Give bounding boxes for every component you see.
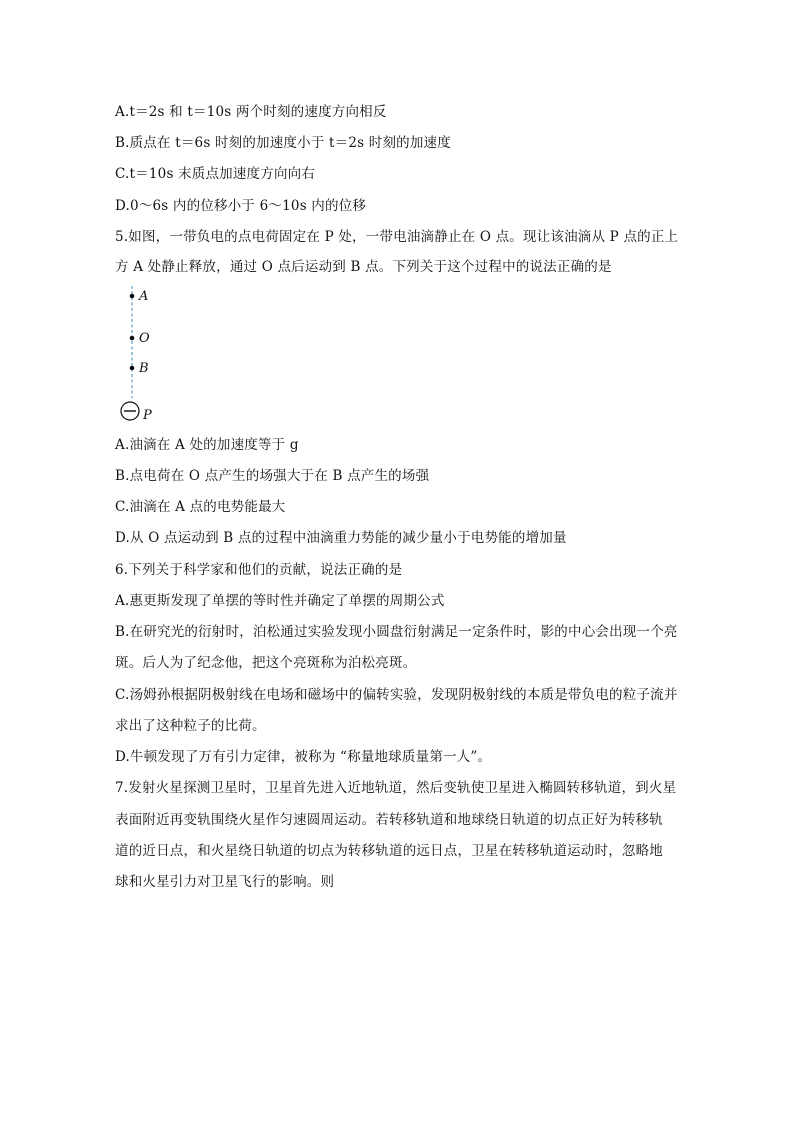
q5-option-b: B.点电荷在 O 点产生的场强大于在 B 点产生的场强 <box>115 468 430 484</box>
q5-stem-line-1: 5.如图，一带负电的点电荷固定在 P 处，一带电油滴静止在 O 点。现让该油滴从 P 点的正上 <box>115 229 679 245</box>
q5-stem-line-2: 方 A 处静止释放，通过 O 点后运动到 B 点。下列关于这个过程中的说法正确的是 <box>115 259 612 275</box>
q6-option-d: D.牛顿发现了万有引力定律，被称为 “称量地球质量第一人”。 <box>115 749 492 765</box>
q6-option-b-line-1: B.在研究光的衍射时，泊松通过实验发现小圆盘衍射满足一定条件时，影的中心会出现一个亮 <box>115 624 678 640</box>
q4-option-b: B.质点在 t＝6s 时刻的加速度小于 t＝2s 时刻的加速度 <box>115 135 451 151</box>
q6-stem: 6.下列关于科学家和他们的贡献，说法正确的是 <box>115 562 403 578</box>
label-b: B <box>139 361 149 376</box>
q7-stem-line-4: 球和火星引力对卫星飞行的影响。则 <box>115 874 335 890</box>
q6-option-a: A.惠更斯发现了单摆的等时性并确定了单摆的周期公式 <box>115 593 445 609</box>
point-a-dot <box>130 294 135 299</box>
q6-option-c-line-1: C.汤姆孙根据阴极射线在电场和磁场中的偏转实验，发现阴极射线的本质是带负电的粒子流并 <box>115 687 678 703</box>
label-a: A <box>139 289 149 304</box>
q6-option-b-line-2: 斑。后人为了纪念他，把这个亮斑称为泊松亮斑。 <box>115 655 417 671</box>
q4-option-a: A.t＝2s 和 t＝10s 两个时刻的速度方向相反 <box>115 104 387 120</box>
q4-option-d: D.0～6s 内的位移小于 6～10s 内的位移 <box>115 198 367 214</box>
q5-option-c: C.油滴在 A 点的电势能最大 <box>115 499 286 515</box>
point-b-dot <box>130 366 135 371</box>
q5-option-a: A.油滴在 A 处的加速度等于 g <box>115 437 299 453</box>
q5-option-d: D.从 O 点运动到 B 点的过程中油滴重力势能的减少量小于电势能的增加量 <box>115 530 567 546</box>
label-o: O <box>139 331 150 346</box>
q7-stem-line-1: 7.发射火星探测卫星时，卫星首先进入近地轨道，然后变轨使卫星进入椭圆转移轨道，到火星 <box>115 780 677 796</box>
label-p: P <box>143 408 152 423</box>
q7-stem-line-2: 表面附近再变轨围绕火星作匀速圆周运动。若转移轨道和地球绕日轨道的切点正好为转移轨 <box>115 812 663 828</box>
q5-figure <box>112 280 172 430</box>
q4-option-c: C.t＝10s 末质点加速度方向向右 <box>115 166 316 182</box>
point-o-dot <box>130 336 135 341</box>
q7-stem-line-3: 道的近日点，和火星绕日轨道的切点为转移轨道的远日点，卫星在转移轨道运动时，忽略地 <box>115 843 663 859</box>
q6-option-c-line-2: 求出了这种粒子的比荷。 <box>115 718 266 734</box>
